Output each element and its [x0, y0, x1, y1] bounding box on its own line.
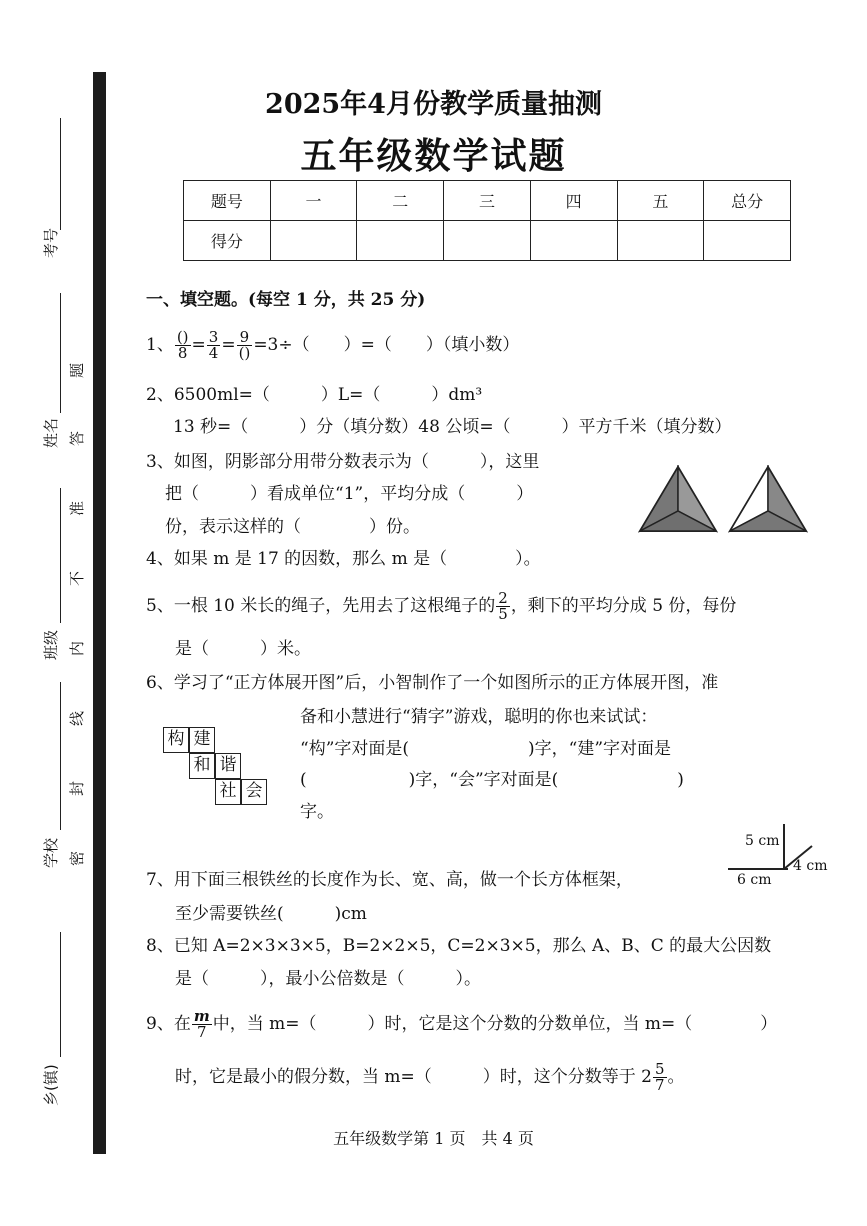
seal-char-5: 内 [68, 640, 87, 657]
q1-fraction-3 [237, 330, 253, 361]
score-cell: 二 [357, 181, 444, 221]
wire-label-6cm: 6 cm [737, 872, 772, 888]
score-input-cell[interactable] [270, 221, 357, 261]
question-2-line1: 2、6500ml=（ ）L=（ ）dm³ [146, 385, 483, 405]
question-1 [146, 323, 519, 367]
q9-text-c: 时，它是最小的假分数，当 m=（ ）时，这个分数等于 2 [175, 1067, 652, 1087]
xiangzhen-label: 乡(镇) [42, 1064, 60, 1106]
xiangzhen-line [60, 932, 61, 1057]
q1-f1-num: () [176, 328, 189, 346]
question-6-line3: “构”字对面是( )字，“建”字对面是 [300, 739, 672, 759]
net-cell-gou: 构 [163, 727, 189, 753]
xingming-label: 姓名 [42, 417, 60, 448]
xuexiao-line [60, 682, 61, 830]
net-cell-hui: 会 [241, 779, 267, 805]
score-input-cell[interactable] [530, 221, 617, 261]
score-cell: 五 [617, 181, 704, 221]
xuexiao-label: 学校 [42, 837, 60, 868]
q1-f2-num: 3 [208, 328, 219, 346]
question-5-line1 [146, 584, 736, 628]
banji-label: 班级 [42, 629, 60, 660]
question-7-line2: 至少需要铁丝( )cm [175, 904, 367, 924]
exam-title: 五年级数学试题 [300, 135, 567, 177]
triangles-figure [638, 465, 818, 535]
kaohao-label: 考号 [42, 227, 60, 258]
score-cell: 得分 [184, 221, 271, 261]
question-6-line4: ( )字，“会”字对面是( ) [300, 770, 684, 790]
question-6-line1: 6、学习了“正方体展开图”后，小智制作了一个如图所示的正方体展开图，准 [146, 673, 719, 693]
q1-f3-den: () [238, 344, 251, 362]
triangle-left [640, 467, 716, 531]
question-8-line1: 8、已知 A=2×3×3×5，B=2×2×5，C=2×3×5，那么 A、B、C 的最大公因数 [146, 936, 772, 956]
net-cell-xie: 谐 [215, 753, 241, 779]
score-table-header-row [184, 181, 791, 221]
score-input-cell[interactable] [617, 221, 704, 261]
banji-line [60, 488, 61, 623]
net-cell-he: 和 [189, 753, 215, 779]
q9-text-d: 。 [667, 1067, 685, 1087]
score-cell: 四 [530, 181, 617, 221]
q5-frac-num: 2 [498, 589, 508, 607]
binding-bar [93, 72, 106, 1154]
score-input-cell[interactable] [357, 221, 444, 261]
wire-label-5cm: 5 cm [745, 833, 780, 849]
question-4: 4、如果 m 是 17 的因数，那么 m 是（ ）。 [146, 549, 541, 569]
q1-prefix: 1、 [146, 335, 174, 355]
q1-rest: =3÷（ ）=（ ）（填小数） [253, 335, 520, 355]
q1-fraction-1 [175, 330, 191, 361]
question-6-line5: 字。 [300, 802, 334, 822]
score-input-cell[interactable] [444, 221, 531, 261]
q1-f3-num: 9 [237, 330, 253, 346]
score-input-cell[interactable] [704, 221, 791, 261]
score-cell: 三 [444, 181, 531, 221]
q9-frac2-num: 5 [655, 1060, 665, 1078]
net-cell-jian: 建 [189, 727, 215, 753]
question-3-line1: 3、如图，阴影部分用带分数表示为（ ），这里 [146, 452, 540, 472]
question-3-line3: 份，表示这样的（ ）份。 [165, 517, 420, 537]
question-7-line1: 7、用下面三根铁丝的长度作为长、宽、高，做一个长方体框架， [146, 870, 633, 890]
question-9-line1 [146, 1002, 777, 1046]
seal-char-2: 答 [68, 430, 87, 447]
xingming-line [60, 293, 61, 413]
q9-frac1-num: m [193, 1007, 210, 1025]
question-6-line2: 备和小慧进行“猜字”游戏，聪明的你也来试试： [300, 707, 658, 727]
triangle-right [730, 467, 806, 531]
exam-header: 2025年4月份教学质量抽测 [265, 89, 602, 120]
seal-char-6: 线 [68, 710, 87, 727]
seal-char-4: 不 [68, 570, 87, 587]
q1-f1-den: 8 [177, 344, 188, 362]
score-cell: 题号 [184, 181, 271, 221]
seal-char-3: 准 [68, 500, 87, 517]
section-title: 一、填空题。(每空 1 分，共 25 分) [146, 290, 426, 310]
question-3-line2: 把（ ）看成单位“1”，平均分成（ ） [165, 484, 534, 504]
q9-frac1-den: 7 [196, 1023, 207, 1041]
q5-frac-den: 5 [498, 605, 508, 623]
page-footer: 五年级数学第 1 页 共 4 页 [333, 1129, 534, 1148]
question-5-line2: 是（ ）米。 [175, 639, 311, 659]
q9-text-a: 9、在 [146, 1014, 191, 1034]
q1-f2-den: 4 [208, 344, 219, 362]
wire-label-4cm: 4 cm [793, 858, 828, 874]
q5-text-b: ，剩下的平均分成 5 份，每份 [510, 596, 737, 616]
net-cell-she: 社 [215, 779, 241, 805]
seal-char-7: 封 [68, 780, 87, 797]
score-cell: 总分 [704, 181, 791, 221]
score-table-score-row [184, 221, 791, 261]
q5-text-a: 5、一根 10 米长的绳子，先用去了这根绳子的 [146, 596, 496, 616]
q1-fraction-2 [207, 330, 221, 361]
score-table [183, 180, 791, 261]
q5-fraction [496, 591, 510, 622]
q1-eq2: = [221, 335, 236, 355]
q9-fraction-5-7 [653, 1062, 667, 1093]
q9-frac2-den: 7 [655, 1076, 665, 1094]
q9-fraction-m7 [192, 1009, 212, 1040]
seal-char-8: 密 [68, 850, 87, 867]
seal-char-1: 题 [68, 362, 87, 379]
q1-eq1: = [191, 335, 206, 355]
q9-text-b: 中，当 m=（ ）时，它是这个分数的分数单位，当 m=（ ） [212, 1014, 778, 1034]
score-cell: 一 [270, 181, 357, 221]
question-9-line2 [175, 1055, 685, 1099]
question-2-line2: 13 秒=（ ）分（填分数）48 公顷=（ ）平方千米（填分数） [173, 417, 732, 437]
question-8-line2: 是（ ），最小公倍数是（ ）。 [175, 969, 481, 989]
